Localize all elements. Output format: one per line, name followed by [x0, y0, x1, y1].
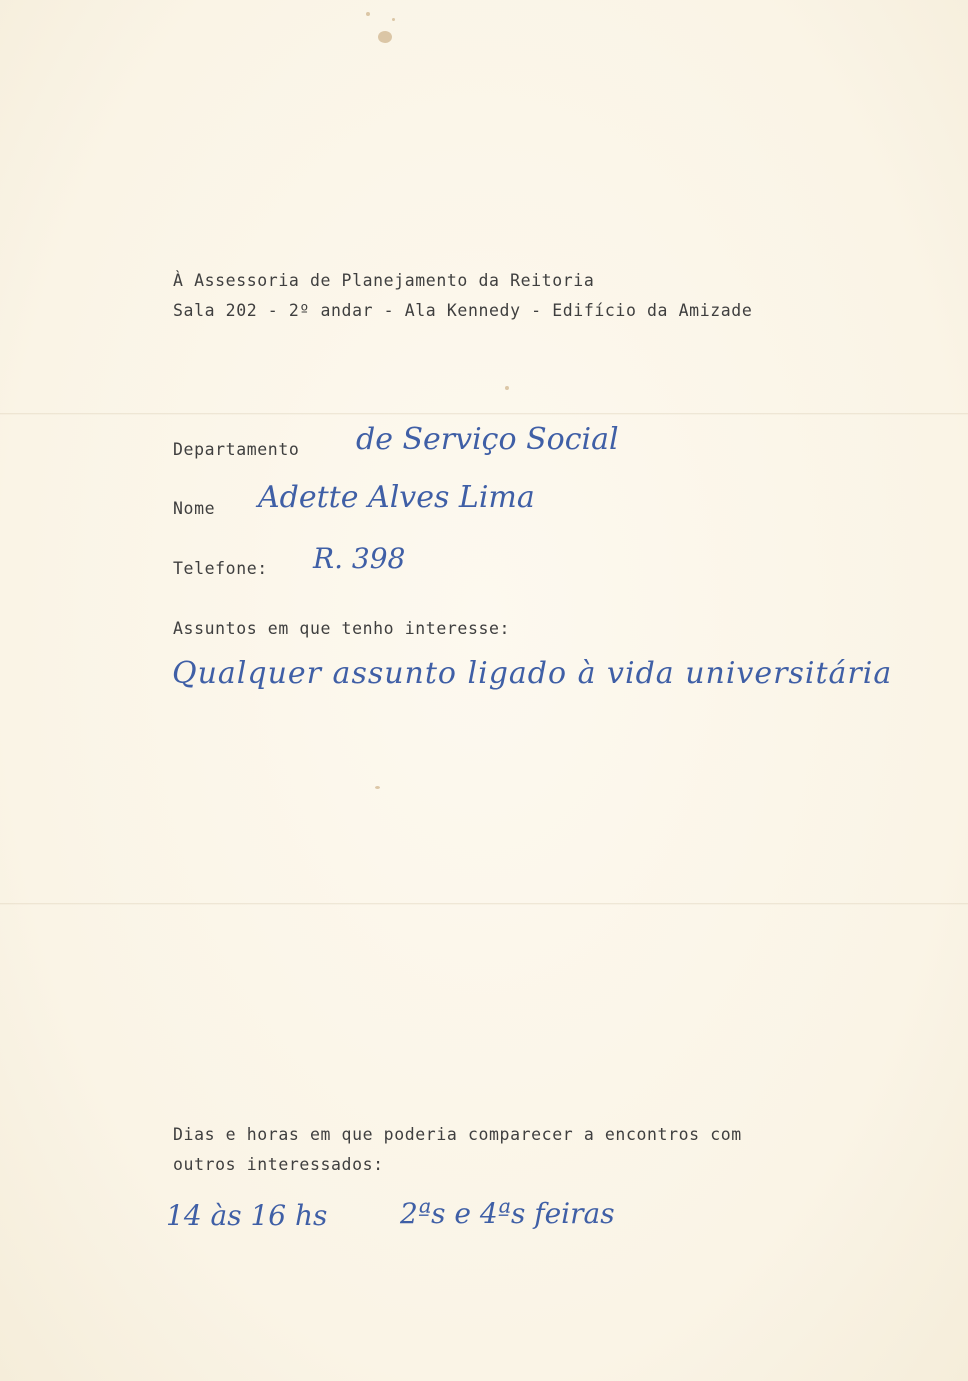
address-line-1: À Assessoria de Planejamento da Reitoria [173, 271, 595, 290]
paper-stain [366, 12, 370, 16]
availability-time: 14 às 16 hs [166, 1199, 328, 1232]
name-label: Nome [173, 499, 216, 518]
address-line-2: Sala 202 - 2º andar - Ala Kennedy - Edifício da Amizade [173, 301, 753, 320]
department-value: de Serviço Social [356, 422, 619, 457]
availability-days: 2ªs e 4ªs feiras [400, 1197, 615, 1230]
availability-question-line-1: Dias e horas em que poderia comparecer a encontros com [173, 1125, 742, 1144]
name-value: Adette Alves Lima [258, 480, 535, 515]
phone-value: R. 398 [313, 542, 406, 575]
department-label: Departamento [173, 440, 300, 459]
interests-value: Qualquer assunto ligado à vida universitária [172, 656, 893, 691]
availability-question-line-2: outros interessados: [173, 1155, 384, 1174]
paper-fold-line [0, 413, 968, 415]
interests-label: Assuntos em que tenho interesse: [173, 619, 511, 638]
paper-stain [505, 386, 509, 390]
paper-stain [375, 786, 380, 789]
paper-stain [378, 31, 392, 43]
paper-fold-line [0, 903, 968, 905]
paper-stain [392, 18, 395, 21]
phone-label: Telefone: [173, 559, 268, 578]
